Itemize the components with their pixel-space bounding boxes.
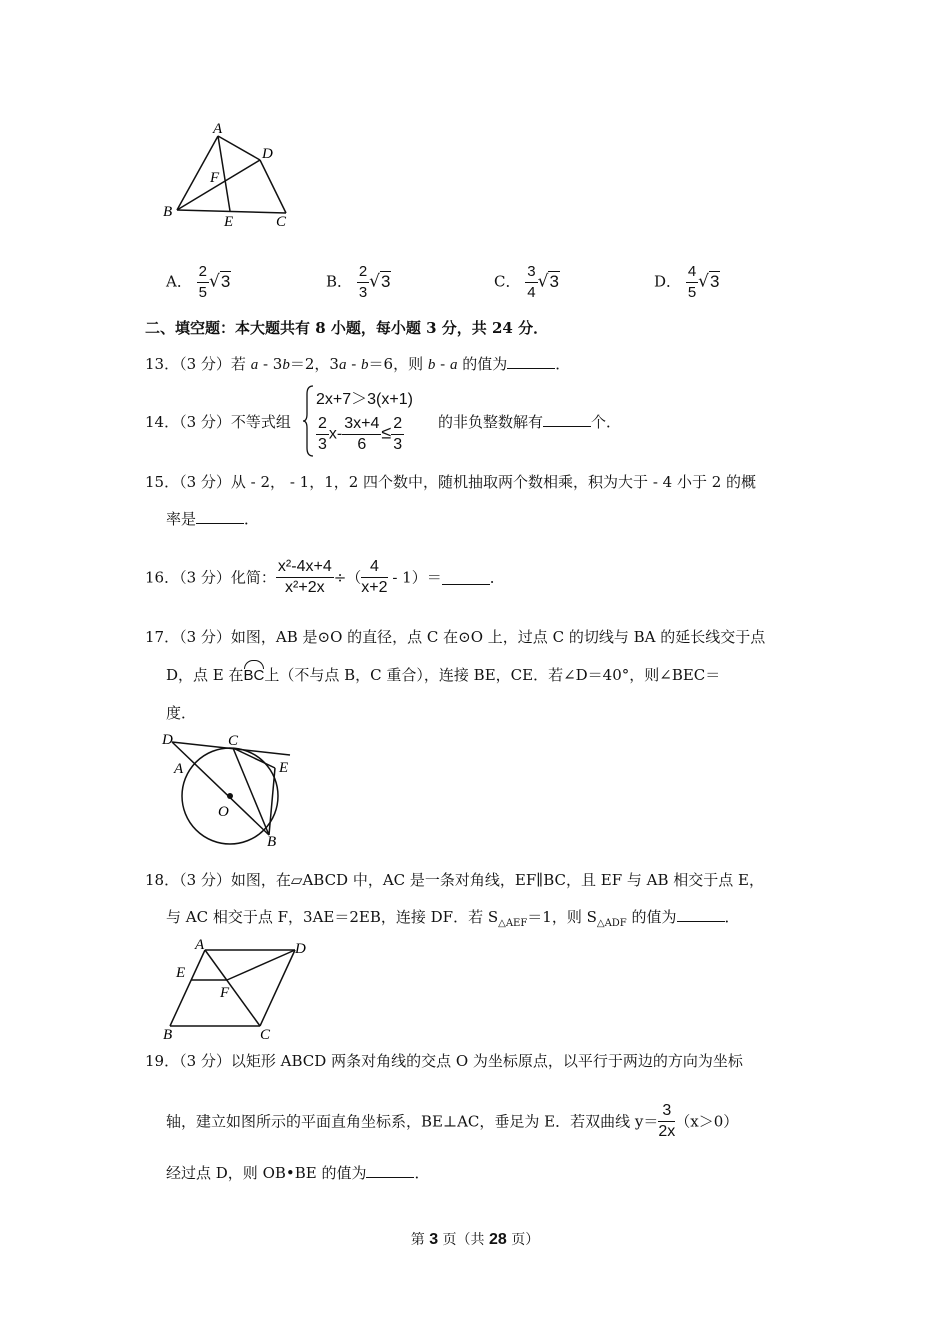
- option-fraction: $\frac{2}{5}$: [198, 263, 207, 301]
- answer-blank[interactable]: [366, 1163, 414, 1178]
- question-16: 16．（3 分）化简： $\frac{\text{x²-4x+4}}{\text{x²+2x}}$ ÷（ $\frac{4}{x+2}$ - 1）＝ ．: [145, 558, 505, 596]
- fraction-3-over-2x: $\frac{3}{2x}$: [658, 1102, 676, 1140]
- label-O: O: [218, 804, 229, 820]
- label-C: C: [228, 733, 239, 749]
- fraction-1: $\frac{\text{x²-4x+4}}{\text{x²+2x}}$: [277, 558, 332, 596]
- question-14: 14．（3 分）不等式组: [145, 413, 291, 431]
- question-15-line-2: 率是 ．: [166, 510, 260, 528]
- label-B: B: [267, 834, 277, 848]
- label-C: C: [276, 214, 287, 230]
- option-letter: C．: [494, 272, 521, 291]
- question-17-line-1: 17．（3 分）如图，AB 是⊙O 的直径，点 C 在⊙O 上，过点 C 的切线与 BA 的延长线交于点: [145, 628, 766, 646]
- question-19-line-2: 轴，建立如图所示的平面直角坐标系，BE⊥AC，垂足为 E．若双曲线 y＝ $\frac{3}{2x}$ （x＞0）: [166, 1102, 739, 1140]
- label-B: B: [163, 204, 173, 220]
- label-D: D: [262, 146, 273, 162]
- label-E: E: [224, 214, 234, 230]
- option-radicand: 3: [549, 271, 559, 291]
- option-fraction: $\frac{2}{3}$: [358, 263, 368, 301]
- page-footer: 第 3 页（共 28 页）: [410, 1231, 540, 1248]
- question-17-line-3: 度．: [166, 704, 197, 722]
- label-D: D: [162, 732, 173, 748]
- left-brace-icon: [302, 384, 314, 458]
- arc-bc: BC: [244, 666, 265, 686]
- label-A: A: [174, 761, 184, 777]
- circle-figure-q17: [158, 728, 298, 848]
- question-17-line-2: D，点 E 在 BC上（不与点 B，C 重合），连接 BE，CE．若∠D＝40°，则∠BEC＝: [166, 665, 722, 686]
- label-F: F: [220, 985, 230, 1001]
- question-13: 13．（3 分）若 a - 3b＝2，3a - b＝6，则 b - a 的值为 ．: [145, 355, 571, 373]
- triangle-figure-q12: [160, 118, 300, 233]
- label-E: E: [279, 760, 289, 776]
- option-radicand: 3: [710, 271, 720, 291]
- option-letter: D．: [654, 272, 682, 291]
- option-fraction: $\frac{3}{4}$: [527, 263, 536, 301]
- question-18-line-1: 18．（3 分）如图，在▱ABCD 中，AC 是一条对角线，EF∥BC，且 EF 与 AB 相交于点 E，: [145, 871, 764, 889]
- option-d: D． $\frac{4}{5}$ √3: [654, 263, 720, 301]
- question-19-line-3: 经过点 D，则 OB•BE 的值为 ．: [166, 1164, 430, 1182]
- label-E: E: [176, 965, 186, 981]
- label-A: A: [213, 121, 223, 137]
- option-letter: B．: [326, 272, 353, 291]
- question-18-line-2: 与 AC 相交于点 F，3AE＝2EB，连接 DF．若 $S_{\triangle AEF}=1$，则 $S_{\triangle ADF}$ 的值为 ．: [166, 908, 740, 929]
- section-title: 二、填空题：本大题共有 8 小题，每小题 3 分，共 24 分．: [145, 319, 549, 337]
- center-point: [227, 793, 233, 799]
- option-radicand: 3: [381, 271, 391, 291]
- option-a: A． $\frac{2}{5}$ √3: [166, 263, 231, 301]
- answer-blank[interactable]: [507, 354, 555, 369]
- question-14-tail: 的非负整数解有 个．: [438, 413, 622, 431]
- label-F: F: [210, 170, 220, 186]
- label-A: A: [195, 937, 205, 953]
- label-C: C: [260, 1027, 271, 1040]
- inequality-row-2: $\frac{2}{3}$ x- $\frac{3x+4}{6}$ ≤ $\frac{2}{3}$: [318, 415, 403, 453]
- total-pages: 28: [489, 1231, 507, 1248]
- answer-blank[interactable]: [720, 666, 722, 680]
- option-c: C． $\frac{3}{4}$ √3: [494, 263, 559, 301]
- label-D: D: [295, 941, 306, 957]
- answer-blank[interactable]: [196, 509, 244, 524]
- option-fraction: $\frac{4}{5}$: [687, 263, 697, 301]
- option-radicand: 3: [220, 271, 231, 291]
- inequality-row-1: 2x+7＞3(x+1): [316, 391, 413, 408]
- page-number: 3: [429, 1231, 439, 1248]
- option-b: B． $\frac{2}{3}$ √3: [326, 263, 391, 301]
- parallelogram-figure-q18: [160, 935, 310, 1040]
- question-19-line-1: 19．（3 分）以矩形 ABCD 两条对角线的交点 O 为坐标原点，以平行于两边的方向为坐标: [145, 1052, 743, 1070]
- label-B: B: [163, 1027, 173, 1040]
- option-letter: A．: [166, 272, 192, 291]
- answer-blank[interactable]: [677, 907, 725, 922]
- question-15-line-1: 15．（3 分）从 - 2， - 1，1，2 四个数中，随机抽取两个数相乘，积为大于 - 4 小于 2 的概: [145, 473, 757, 491]
- answer-blank[interactable]: [543, 412, 591, 427]
- answer-blank[interactable]: [442, 570, 490, 585]
- inequality-system: [302, 384, 442, 458]
- fraction-2: $\frac{4}{x+2}$: [361, 558, 388, 596]
